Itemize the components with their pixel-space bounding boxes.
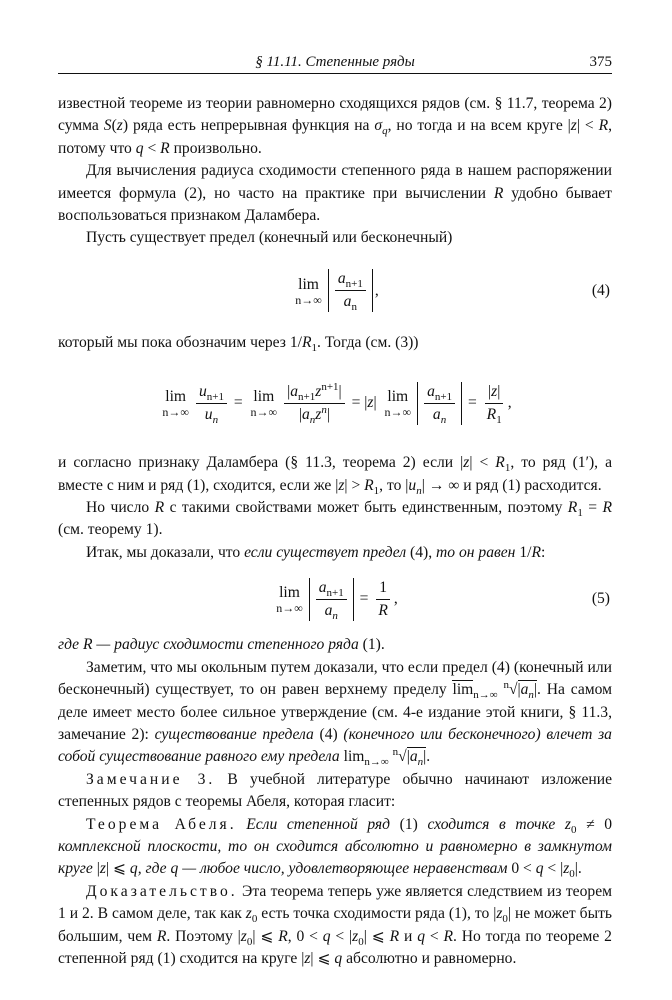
- paragraph-6: Но число R с такими свойствами может быть единственным, поэтому $R_1 = R$ (см. теорему 1).: [58, 499, 613, 539]
- remark-3: Замечание 3. В учебной литературе обычно начинают изложение степенных рядов с теоремы Абеля, которая гласит:: [58, 770, 613, 811]
- paragraph-1: известной теореме из теории равномерно сходящихся рядов (см. § 11.7, теорема 2) сумма S(z) ряда есть непрерывная функция на $\sigma_q$, но тогда и на всем круге |z| < R, потому что q < R произвольно.: [58, 95, 613, 157]
- equation-number-4: (4): [591, 281, 610, 299]
- paragraph-9: Заметим, что мы окольным путем доказали, что если предел (4) (конечный или бесконечный) существует, то он равен верхнему пределу $\lim_{n\to\infty} ^n√|a_n|$. На самом деле имеет место более сильное утверждение (см. 4-е издание этой книги, § 11.3, замечание 2): существование предела (4) (конечного или бесконечного) влечет за собой существование равного ему предела $\lim_{n\to\infty} ^n√|a_n|$.: [58, 658, 612, 769]
- paragraph-3: Пусть существует предел (конечный или бесконечный): [86, 229, 453, 247]
- book-page: [58, 0, 612, 1000]
- equation-number-5: (5): [591, 590, 610, 608]
- paragraph-5: и согласно признаку Даламбера (§ 11.3, теорема 2) если $|z| < R_1$, то ряд (1′), а вместе с ним и ряд (1), сходится, если же $|z| > R_1$, то $|u_n|$ → ∞ и ряд (1) расходится.: [58, 454, 613, 497]
- paragraph-7: Итак, мы доказали, что если существует предел (4), то он равен 1/R:: [86, 543, 546, 561]
- equation-ratio: lim n→∞ $\frac{u_{n+1}}{u_n}$ = lim n→∞ $\frac{|a_{n+1}z^{n+1}|}{|a_nz^n|}$ = | z | lim n→∞ $\frac{a_{n+1}}{a_n}$ = $\frac{|z|}{R_1}$ ,: [162, 380, 512, 426]
- header-rule: [58, 73, 612, 74]
- paragraph-4: который мы пока обозначим через $1/R_1$. Тогда (см. (3)): [58, 333, 419, 354]
- page-body: [58, 93, 612, 970]
- proof: Доказательство. Эта теорема теперь уже является следствием из теорем 1 и 2. В самом деле, так как $z_0$ есть точка сходимости ряда (1), то $|z_0|$ не может быть большим, чем R. Поэтому $|z_0|$ ⩽ R, $0 < q < |z_0|$ ⩽ R и q < R. Но тогда по теореме 2 степенной ряд (1) сходится на круге |z| ⩽ q абсолютно и равномерно.: [58, 882, 613, 967]
- paragraph-2: Для вычисления радиуса сходимости степенного ряда в нашем распоряжении имеется формула (2), но часто на практике при вычислении R удобно бывает воспользоваться признаком Даламбера.: [58, 162, 612, 225]
- page-header: [58, 54, 612, 74]
- equation-5: lim n→∞ $\frac{a_{n+1}}{a_n}$ = $\frac{1}{R}$ , (5): [276, 578, 610, 622]
- running-title: § 11.11. Степенные ряды: [255, 54, 415, 70]
- page-number: 375: [589, 54, 612, 70]
- equation-4: lim n→∞ $\frac{a_{n+1}}{a_n}$ , (4): [295, 270, 610, 314]
- paragraph-8: где R — радиус сходимости степенного ряда (1).: [58, 636, 385, 654]
- abel-theorem: Теорема Абеля. Если степенной ряд (1) сходится в точке $z_0 \ne 0$ комплексной плоскости, то он сходится абсолютно и равномерно в замкнутом круге |z| ⩽ q, где q — любое число, удовлетворяющее неравенствам $0 < q < |z_0|$.: [58, 815, 613, 881]
